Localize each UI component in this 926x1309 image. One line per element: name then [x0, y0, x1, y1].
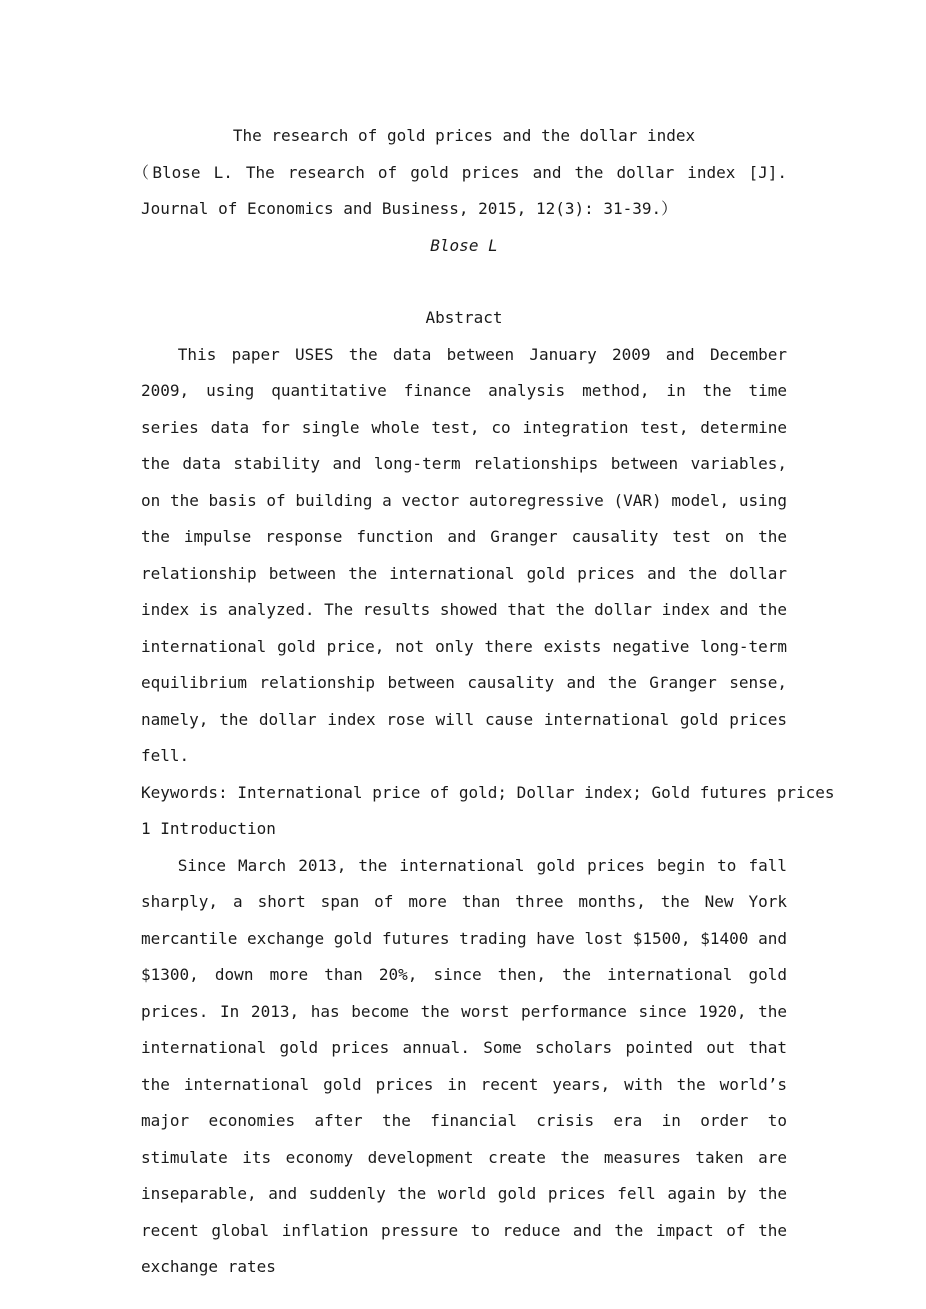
author: Blose L — [430, 235, 498, 255]
paper-page — [133, 118, 835, 1286]
abstract-text: This paper USES the data between January 2009 and December 2009, using quantitative finance analysis method, in the time series data for single whole test, co integration test, determine the data stability and long-term relationships between variables, on the basis of building a vector autoregressive (VAR) model, using the impulse response function and Granger causality test on the relationship between the international gold prices and the dollar index is analyzed. The results showed that the dollar index and the international gold price, not only there exists negative long-term equilibrium relationship between causality and the Granger sense, namely, the dollar index rose will cause international gold prices fell. — [141, 344, 787, 765]
citation: （Blose L. The research of gold prices and the dollar index [J]. Journal of Economics and Business, 2015, 12(3): 31-39.） — [133, 162, 788, 218]
abstract-heading: Abstract — [425, 308, 503, 327]
section-heading-introduction: 1 Introduction — [141, 819, 276, 838]
introduction-text: Since March 2013, the international gold prices begin to fall sharply, a short span of more than three months, the New York mercantile exchange gold futures trading have lost $1500, $1400 and $1300, down more than 20%, since then, the international gold prices. In 2013, has become the worst performance since 1920, the international gold prices annual. Some scholars pointed out that the international gold prices in recent years, with the world’s major economies after the financial crisis era in order to stimulate its economy development create the measures taken are inseparable, and suddenly the world gold prices fell again by the recent global inflation pressure to reduce and the impact of the exchange rates — [141, 855, 787, 1276]
keywords: Keywords: International price of gold; Dollar index; Gold futures prices — [141, 782, 835, 802]
paper-title: The research of gold prices and the dollar index — [232, 126, 696, 145]
